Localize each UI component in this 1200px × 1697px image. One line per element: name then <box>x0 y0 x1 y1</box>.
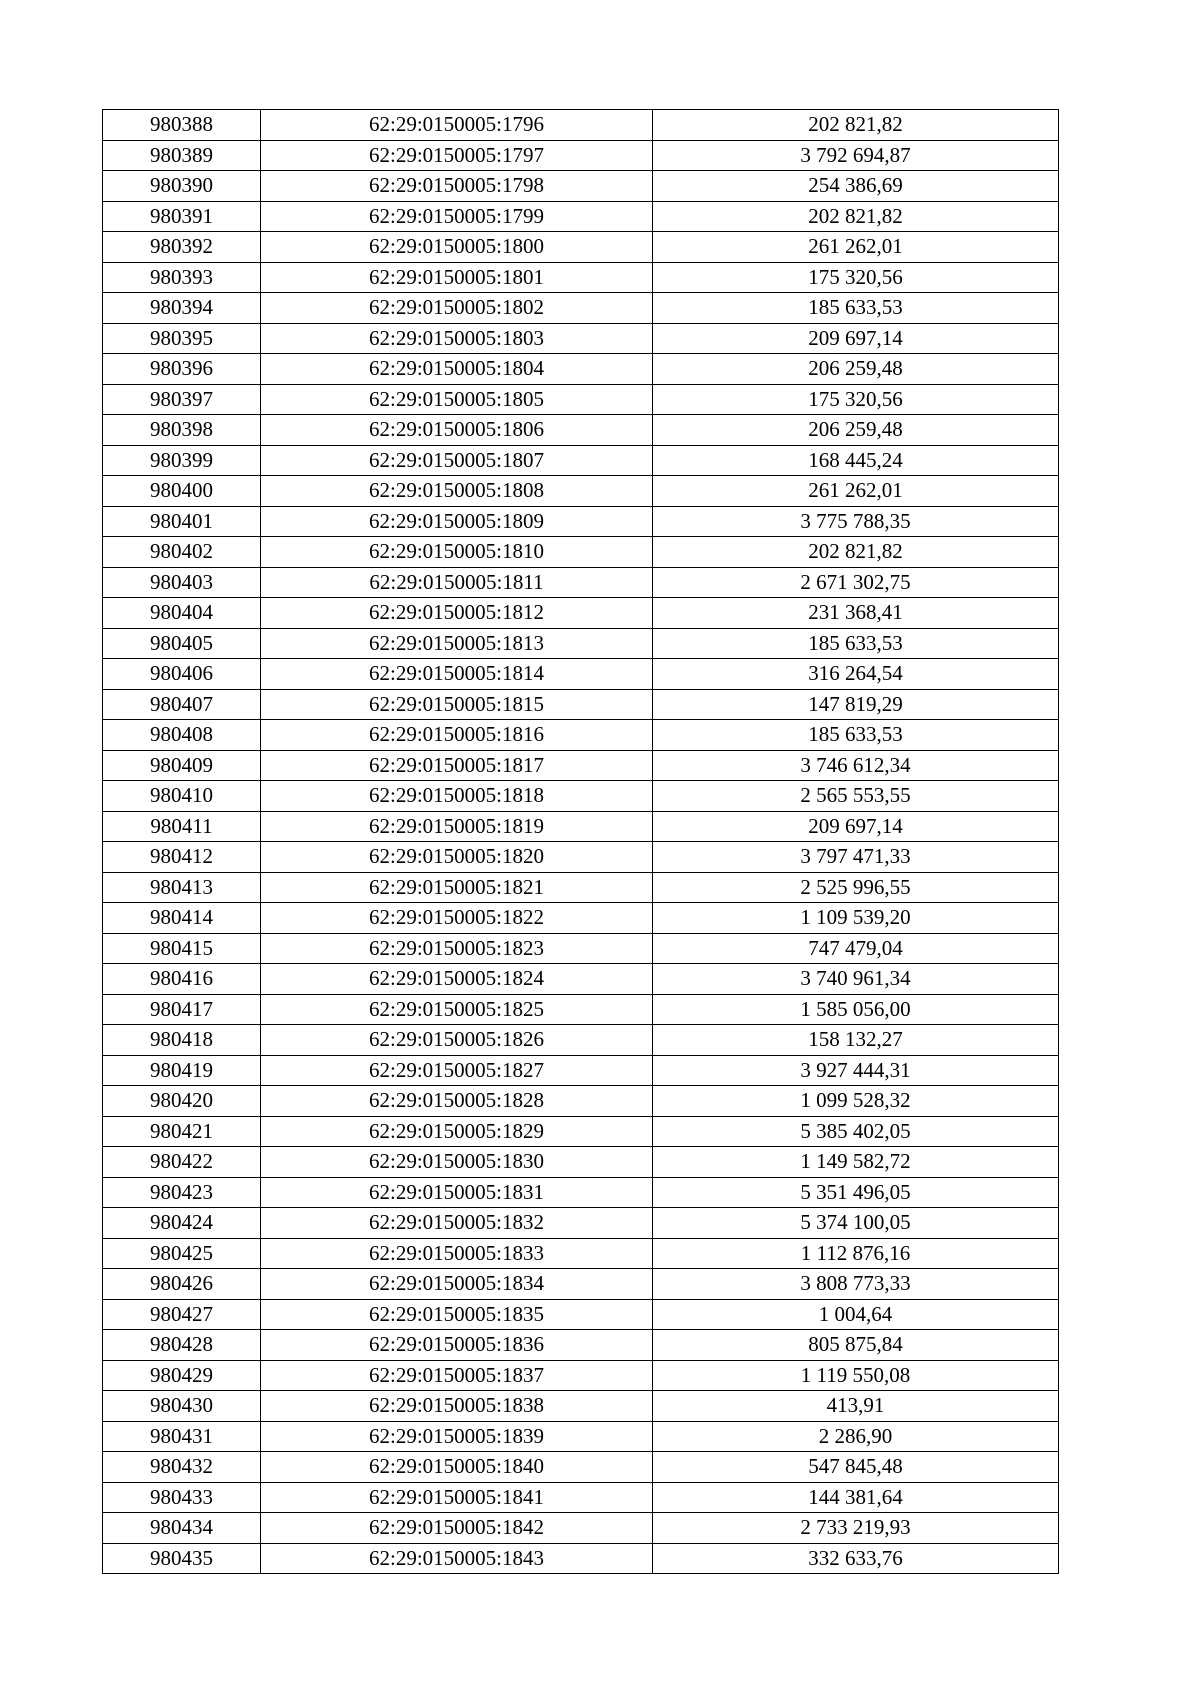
value-cell: 261 262,01 <box>653 476 1059 507</box>
table-row <box>103 506 1059 537</box>
cadastral-number-cell: 62:29:0150005:1825 <box>261 994 653 1025</box>
value-cell: 2 286,90 <box>653 1421 1059 1452</box>
row-number-cell: 980418 <box>103 1025 261 1056</box>
row-number-cell: 980424 <box>103 1208 261 1239</box>
table-row <box>103 659 1059 690</box>
row-number-cell: 980420 <box>103 1086 261 1117</box>
table-row <box>103 171 1059 202</box>
cadastral-number-cell: 62:29:0150005:1835 <box>261 1299 653 1330</box>
value-cell: 1 112 876,16 <box>653 1238 1059 1269</box>
table-row <box>103 872 1059 903</box>
table-row <box>103 1482 1059 1513</box>
table-row <box>103 842 1059 873</box>
row-number-cell: 980423 <box>103 1177 261 1208</box>
value-cell: 175 320,56 <box>653 262 1059 293</box>
row-number-cell: 980389 <box>103 140 261 171</box>
table-row <box>103 110 1059 141</box>
value-cell: 3 792 694,87 <box>653 140 1059 171</box>
table-row <box>103 1238 1059 1269</box>
cadastral-number-cell: 62:29:0150005:1829 <box>261 1116 653 1147</box>
row-number-cell: 980421 <box>103 1116 261 1147</box>
value-cell: 1 585 056,00 <box>653 994 1059 1025</box>
value-cell: 185 633,53 <box>653 720 1059 751</box>
value-cell: 1 004,64 <box>653 1299 1059 1330</box>
row-number-cell: 980432 <box>103 1452 261 1483</box>
table-row <box>103 354 1059 385</box>
row-number-cell: 980402 <box>103 537 261 568</box>
cadastral-number-cell: 62:29:0150005:1809 <box>261 506 653 537</box>
cadastral-number-cell: 62:29:0150005:1815 <box>261 689 653 720</box>
cadastral-number-cell: 62:29:0150005:1832 <box>261 1208 653 1239</box>
table-row <box>103 476 1059 507</box>
cadastral-number-cell: 62:29:0150005:1834 <box>261 1269 653 1300</box>
row-number-cell: 980396 <box>103 354 261 385</box>
row-number-cell: 980392 <box>103 232 261 263</box>
cadastral-number-cell: 62:29:0150005:1823 <box>261 933 653 964</box>
cadastral-number-cell: 62:29:0150005:1796 <box>261 110 653 141</box>
cadastral-number-cell: 62:29:0150005:1830 <box>261 1147 653 1178</box>
value-cell: 332 633,76 <box>653 1543 1059 1574</box>
cadastral-number-cell: 62:29:0150005:1810 <box>261 537 653 568</box>
table-row <box>103 1543 1059 1574</box>
cadastral-number-cell: 62:29:0150005:1819 <box>261 811 653 842</box>
value-cell: 158 132,27 <box>653 1025 1059 1056</box>
value-cell: 202 821,82 <box>653 110 1059 141</box>
cadastral-number-cell: 62:29:0150005:1813 <box>261 628 653 659</box>
value-cell: 3 775 788,35 <box>653 506 1059 537</box>
row-number-cell: 980410 <box>103 781 261 812</box>
cadastral-number-cell: 62:29:0150005:1798 <box>261 171 653 202</box>
cadastral-number-cell: 62:29:0150005:1803 <box>261 323 653 354</box>
value-cell: 3 927 444,31 <box>653 1055 1059 1086</box>
cadastral-number-cell: 62:29:0150005:1811 <box>261 567 653 598</box>
cadastral-number-cell: 62:29:0150005:1814 <box>261 659 653 690</box>
value-cell: 2 565 553,55 <box>653 781 1059 812</box>
cadastral-number-cell: 62:29:0150005:1802 <box>261 293 653 324</box>
value-cell: 254 386,69 <box>653 171 1059 202</box>
table-row <box>103 1055 1059 1086</box>
value-cell: 147 819,29 <box>653 689 1059 720</box>
table-row <box>103 1360 1059 1391</box>
row-number-cell: 980434 <box>103 1513 261 1544</box>
row-number-cell: 980404 <box>103 598 261 629</box>
value-cell: 547 845,48 <box>653 1452 1059 1483</box>
value-cell: 1 119 550,08 <box>653 1360 1059 1391</box>
row-number-cell: 980395 <box>103 323 261 354</box>
row-number-cell: 980417 <box>103 994 261 1025</box>
table-row <box>103 567 1059 598</box>
value-cell: 206 259,48 <box>653 415 1059 446</box>
cadastral-number-cell: 62:29:0150005:1800 <box>261 232 653 263</box>
row-number-cell: 980391 <box>103 201 261 232</box>
value-cell: 202 821,82 <box>653 201 1059 232</box>
cadastral-number-cell: 62:29:0150005:1836 <box>261 1330 653 1361</box>
row-number-cell: 980422 <box>103 1147 261 1178</box>
table-row <box>103 1391 1059 1422</box>
row-number-cell: 980435 <box>103 1543 261 1574</box>
value-cell: 5 351 496,05 <box>653 1177 1059 1208</box>
table-body <box>103 110 1059 1574</box>
table-row <box>103 415 1059 446</box>
value-cell: 5 385 402,05 <box>653 1116 1059 1147</box>
value-cell: 209 697,14 <box>653 811 1059 842</box>
row-number-cell: 980406 <box>103 659 261 690</box>
table-row <box>103 598 1059 629</box>
row-number-cell: 980428 <box>103 1330 261 1361</box>
cadastral-number-cell: 62:29:0150005:1816 <box>261 720 653 751</box>
table-row <box>103 689 1059 720</box>
value-cell: 805 875,84 <box>653 1330 1059 1361</box>
row-number-cell: 980425 <box>103 1238 261 1269</box>
cadastral-number-cell: 62:29:0150005:1841 <box>261 1482 653 1513</box>
row-number-cell: 980397 <box>103 384 261 415</box>
value-cell: 3 746 612,34 <box>653 750 1059 781</box>
table-row <box>103 140 1059 171</box>
row-number-cell: 980431 <box>103 1421 261 1452</box>
table-row <box>103 994 1059 1025</box>
value-cell: 2 671 302,75 <box>653 567 1059 598</box>
value-cell: 1 149 582,72 <box>653 1147 1059 1178</box>
value-cell: 202 821,82 <box>653 537 1059 568</box>
value-cell: 144 381,64 <box>653 1482 1059 1513</box>
cadastral-number-cell: 62:29:0150005:1806 <box>261 415 653 446</box>
row-number-cell: 980430 <box>103 1391 261 1422</box>
table-row <box>103 293 1059 324</box>
cadastral-number-cell: 62:29:0150005:1833 <box>261 1238 653 1269</box>
table-row <box>103 781 1059 812</box>
cadastral-number-cell: 62:29:0150005:1828 <box>261 1086 653 1117</box>
row-number-cell: 980433 <box>103 1482 261 1513</box>
value-cell: 209 697,14 <box>653 323 1059 354</box>
cadastral-number-cell: 62:29:0150005:1840 <box>261 1452 653 1483</box>
cadastral-number-cell: 62:29:0150005:1808 <box>261 476 653 507</box>
cadastral-number-cell: 62:29:0150005:1822 <box>261 903 653 934</box>
value-cell: 168 445,24 <box>653 445 1059 476</box>
value-cell: 3 797 471,33 <box>653 842 1059 873</box>
cadastral-number-cell: 62:29:0150005:1797 <box>261 140 653 171</box>
table-row <box>103 1299 1059 1330</box>
value-cell: 3 808 773,33 <box>653 1269 1059 1300</box>
table-row <box>103 1421 1059 1452</box>
table-row <box>103 811 1059 842</box>
row-number-cell: 980414 <box>103 903 261 934</box>
cadastral-number-cell: 62:29:0150005:1827 <box>261 1055 653 1086</box>
cadastral-value-table <box>102 109 1059 1574</box>
row-number-cell: 980413 <box>103 872 261 903</box>
table-row <box>103 1513 1059 1544</box>
value-cell: 747 479,04 <box>653 933 1059 964</box>
cadastral-number-cell: 62:29:0150005:1824 <box>261 964 653 995</box>
table-row <box>103 964 1059 995</box>
value-cell: 185 633,53 <box>653 293 1059 324</box>
cadastral-number-cell: 62:29:0150005:1804 <box>261 354 653 385</box>
value-cell: 1 099 528,32 <box>653 1086 1059 1117</box>
value-cell: 2 733 219,93 <box>653 1513 1059 1544</box>
table-row <box>103 537 1059 568</box>
value-cell: 206 259,48 <box>653 354 1059 385</box>
table-row <box>103 1116 1059 1147</box>
cadastral-number-cell: 62:29:0150005:1817 <box>261 750 653 781</box>
cadastral-number-cell: 62:29:0150005:1838 <box>261 1391 653 1422</box>
cadastral-number-cell: 62:29:0150005:1839 <box>261 1421 653 1452</box>
row-number-cell: 980409 <box>103 750 261 781</box>
row-number-cell: 980403 <box>103 567 261 598</box>
table-row <box>103 1269 1059 1300</box>
row-number-cell: 980416 <box>103 964 261 995</box>
row-number-cell: 980388 <box>103 110 261 141</box>
row-number-cell: 980401 <box>103 506 261 537</box>
table-row <box>103 1147 1059 1178</box>
value-cell: 185 633,53 <box>653 628 1059 659</box>
row-number-cell: 980400 <box>103 476 261 507</box>
value-cell: 2 525 996,55 <box>653 872 1059 903</box>
table-row <box>103 445 1059 476</box>
value-cell: 3 740 961,34 <box>653 964 1059 995</box>
cadastral-number-cell: 62:29:0150005:1801 <box>261 262 653 293</box>
cadastral-number-cell: 62:29:0150005:1837 <box>261 1360 653 1391</box>
row-number-cell: 980415 <box>103 933 261 964</box>
table-row <box>103 262 1059 293</box>
table-row <box>103 201 1059 232</box>
row-number-cell: 980394 <box>103 293 261 324</box>
value-cell: 1 109 539,20 <box>653 903 1059 934</box>
row-number-cell: 980411 <box>103 811 261 842</box>
table-row <box>103 903 1059 934</box>
value-cell: 413,91 <box>653 1391 1059 1422</box>
table-row <box>103 1330 1059 1361</box>
cadastral-number-cell: 62:29:0150005:1799 <box>261 201 653 232</box>
cadastral-number-cell: 62:29:0150005:1805 <box>261 384 653 415</box>
value-cell: 316 264,54 <box>653 659 1059 690</box>
cadastral-number-cell: 62:29:0150005:1812 <box>261 598 653 629</box>
table-row <box>103 628 1059 659</box>
row-number-cell: 980405 <box>103 628 261 659</box>
cadastral-number-cell: 62:29:0150005:1826 <box>261 1025 653 1056</box>
value-cell: 261 262,01 <box>653 232 1059 263</box>
cadastral-number-cell: 62:29:0150005:1831 <box>261 1177 653 1208</box>
table-row <box>103 720 1059 751</box>
row-number-cell: 980412 <box>103 842 261 873</box>
cadastral-number-cell: 62:29:0150005:1807 <box>261 445 653 476</box>
row-number-cell: 980407 <box>103 689 261 720</box>
table-row <box>103 933 1059 964</box>
cadastral-number-cell: 62:29:0150005:1818 <box>261 781 653 812</box>
table-row <box>103 1025 1059 1056</box>
table-row <box>103 232 1059 263</box>
table-row <box>103 1086 1059 1117</box>
row-number-cell: 980427 <box>103 1299 261 1330</box>
table-row <box>103 750 1059 781</box>
row-number-cell: 980398 <box>103 415 261 446</box>
cadastral-number-cell: 62:29:0150005:1843 <box>261 1543 653 1574</box>
row-number-cell: 980419 <box>103 1055 261 1086</box>
value-cell: 175 320,56 <box>653 384 1059 415</box>
table-row <box>103 1177 1059 1208</box>
cadastral-number-cell: 62:29:0150005:1820 <box>261 842 653 873</box>
cadastral-number-cell: 62:29:0150005:1842 <box>261 1513 653 1544</box>
row-number-cell: 980399 <box>103 445 261 476</box>
row-number-cell: 980390 <box>103 171 261 202</box>
table-row <box>103 1208 1059 1239</box>
table-row <box>103 1452 1059 1483</box>
value-cell: 231 368,41 <box>653 598 1059 629</box>
value-cell: 5 374 100,05 <box>653 1208 1059 1239</box>
table-row <box>103 323 1059 354</box>
cadastral-number-cell: 62:29:0150005:1821 <box>261 872 653 903</box>
row-number-cell: 980408 <box>103 720 261 751</box>
row-number-cell: 980426 <box>103 1269 261 1300</box>
row-number-cell: 980429 <box>103 1360 261 1391</box>
row-number-cell: 980393 <box>103 262 261 293</box>
table-row <box>103 384 1059 415</box>
